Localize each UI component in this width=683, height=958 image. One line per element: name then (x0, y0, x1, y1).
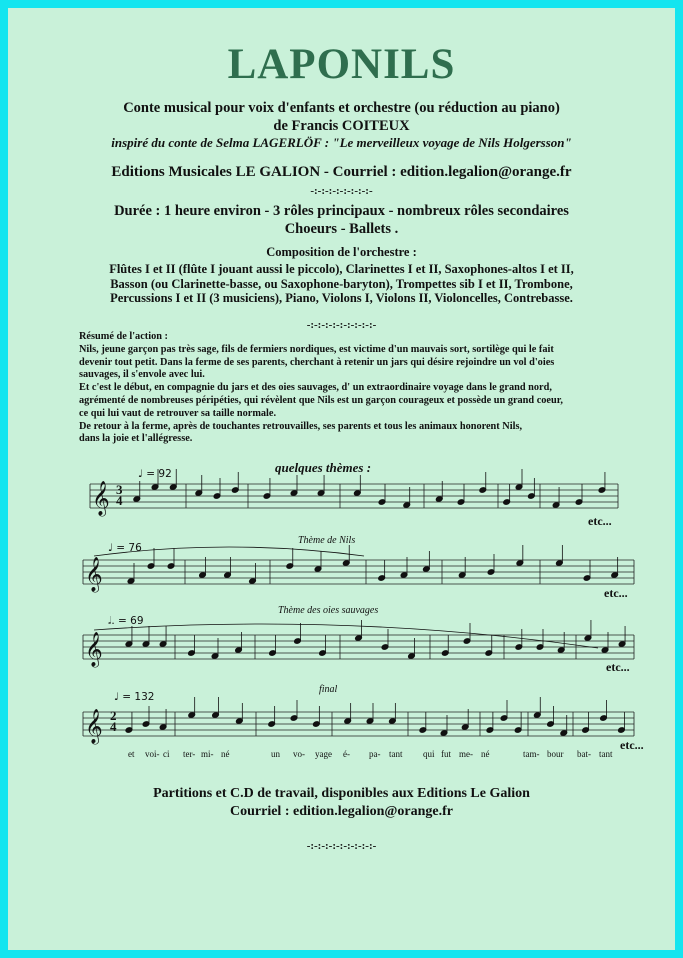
lyric-syllable: é- (343, 749, 350, 759)
lyric-syllable: pa- (369, 749, 381, 759)
summary-line: sauvages, il s'envole avec lui. (79, 369, 205, 381)
treble-clef-icon: 𝄞 (85, 709, 103, 744)
etc-label: etc... (604, 586, 628, 600)
lyric-syllable: ter- (183, 749, 196, 759)
etc-label: etc... (588, 514, 612, 528)
lyric-syllable: bour (547, 749, 564, 759)
themes-heading: quelques thèmes : (275, 460, 372, 475)
orchestra-heading: Composition de l'orchestre : (266, 245, 417, 259)
summary-line: dans la joie et l'allégresse. (79, 433, 193, 445)
lyric-syllable: me- (459, 749, 473, 759)
treble-clef-icon: 𝄞 (92, 481, 110, 516)
time-signature: 3 4 (116, 482, 123, 508)
summary-line: ce qui lui vaut de retrouver sa taille normale. (79, 407, 277, 419)
lyric-syllable: qui (423, 749, 435, 759)
half-note-icon: 𝅗𝅥. (108, 615, 115, 627)
tempo-marking: ♩ = 132 (114, 691, 155, 703)
subtitle-line-1: Conte musical pour voix d'enfants et orchestre (ou réduction au piano) (123, 100, 560, 116)
lyric-syllable: ci (163, 749, 170, 759)
lyric-syllable: mi- (201, 749, 214, 759)
quarter-note-icon: ♩ (138, 468, 143, 480)
lyric-syllable: tant (389, 749, 403, 759)
lyric-syllable: et (128, 749, 135, 759)
quarter-note-icon: ♩ (108, 542, 113, 554)
lyric-syllable: vo- (293, 749, 305, 759)
lyric-syllable: yage (315, 749, 332, 759)
etc-label: etc... (606, 660, 630, 674)
score-sheet (8, 8, 675, 950)
summary-line: Et c'est le début, en compagnie du jars et des oies sauvages, d' un extraordinaire voyage dans le grand nord, (79, 382, 552, 394)
separator-2: -:-:-:-:-:-:-:-:-:- (306, 319, 377, 331)
orchestra-line: Flûtes I et II (flûte I jouant aussi le piccolo), Clarinettes I et II, Saxophones-altos I et II, (109, 262, 574, 276)
lyric-syllable: tant (599, 749, 613, 759)
inspiration-line: inspiré du conte de Selma LAGERLÖF : "Le merveilleux voyage de Nils Holgersson" (111, 135, 572, 150)
tempo-marking: ♩ = 76 (108, 542, 142, 554)
composer-line: de Francis COITEUX (273, 118, 410, 134)
separator-1: -:-:-:-:-:-:-:-:- (310, 185, 373, 197)
tempo-marking: ♩ = 92 (138, 468, 172, 480)
lyric-syllable: tam- (523, 749, 540, 759)
summary-line: Nils, jeune garçon pas très sage, fils de fermiers nordiques, est victime d'un mauvais sort, sortilège qui le fait (79, 343, 554, 355)
summary-line: agrémenté de nombreuses péripéties, qui révèlent que Nils est un garçon courageux et possède un grand coeur, (79, 394, 563, 406)
footer-line-2: Courriel : edition.legalion@orange.fr (230, 804, 453, 819)
separator-3: -:-:-:-:-:-:-:-:-:- (306, 840, 377, 852)
lyric-syllable: un (271, 749, 280, 759)
staff-label-geese: Thème des oies sauvages (278, 605, 379, 616)
orchestra-line: Percussions I et II (3 musiciens), Piano, Violons I, Violons II, Violoncelles, Contrebasse. (110, 291, 573, 306)
lyric-syllable: fut (441, 749, 451, 759)
duration-line: Durée : 1 heure environ - 3 rôles principaux - nombreux rôles secondaires (114, 203, 569, 219)
staff-label-nils: Thème de Nils (298, 535, 356, 546)
summary-line: devenir tout petit. Dans la ferme de ses parents, cherchant à retenir un jars qui désire rejoindre un vol d'oies (79, 356, 555, 368)
page-title: LAPONILS (227, 41, 456, 88)
summary-line: De retour à la ferme, après de touchantes retrouvailles, ses parents et tous les animaux honorent Nils, (79, 420, 523, 432)
lyric-syllable: bat- (577, 749, 591, 759)
choirs-line: Choeurs - Ballets . (284, 221, 399, 237)
summary-heading: Résumé de l'action : (79, 331, 168, 342)
treble-clef-icon: 𝄞 (85, 632, 103, 667)
tempo-marking: 𝅗𝅥. = 69 (108, 615, 144, 627)
orchestra-line: Basson (ou Clarinette-basse, ou Saxophone-baryton), Trompettes sib I et II, Trombone, (110, 276, 573, 291)
publisher-line: Editions Musicales LE GALION - Courriel : edition.legalion@orange.fr (111, 164, 572, 180)
time-signature: 2 4 (110, 708, 117, 734)
lyric-syllable: né (481, 749, 490, 759)
footer-line-1: Partitions et C.D de travail, disponibles aux Editions Le Galion (153, 786, 530, 801)
lyric-syllable: né (221, 749, 230, 759)
quarter-note-icon: ♩ (114, 691, 119, 703)
slur (94, 547, 364, 556)
treble-clef-icon: 𝄞 (85, 557, 103, 592)
slur (94, 624, 598, 648)
staff-label-final: final (319, 684, 338, 695)
lyric-syllable: voi- (145, 749, 160, 759)
etc-label: etc... (620, 738, 644, 752)
